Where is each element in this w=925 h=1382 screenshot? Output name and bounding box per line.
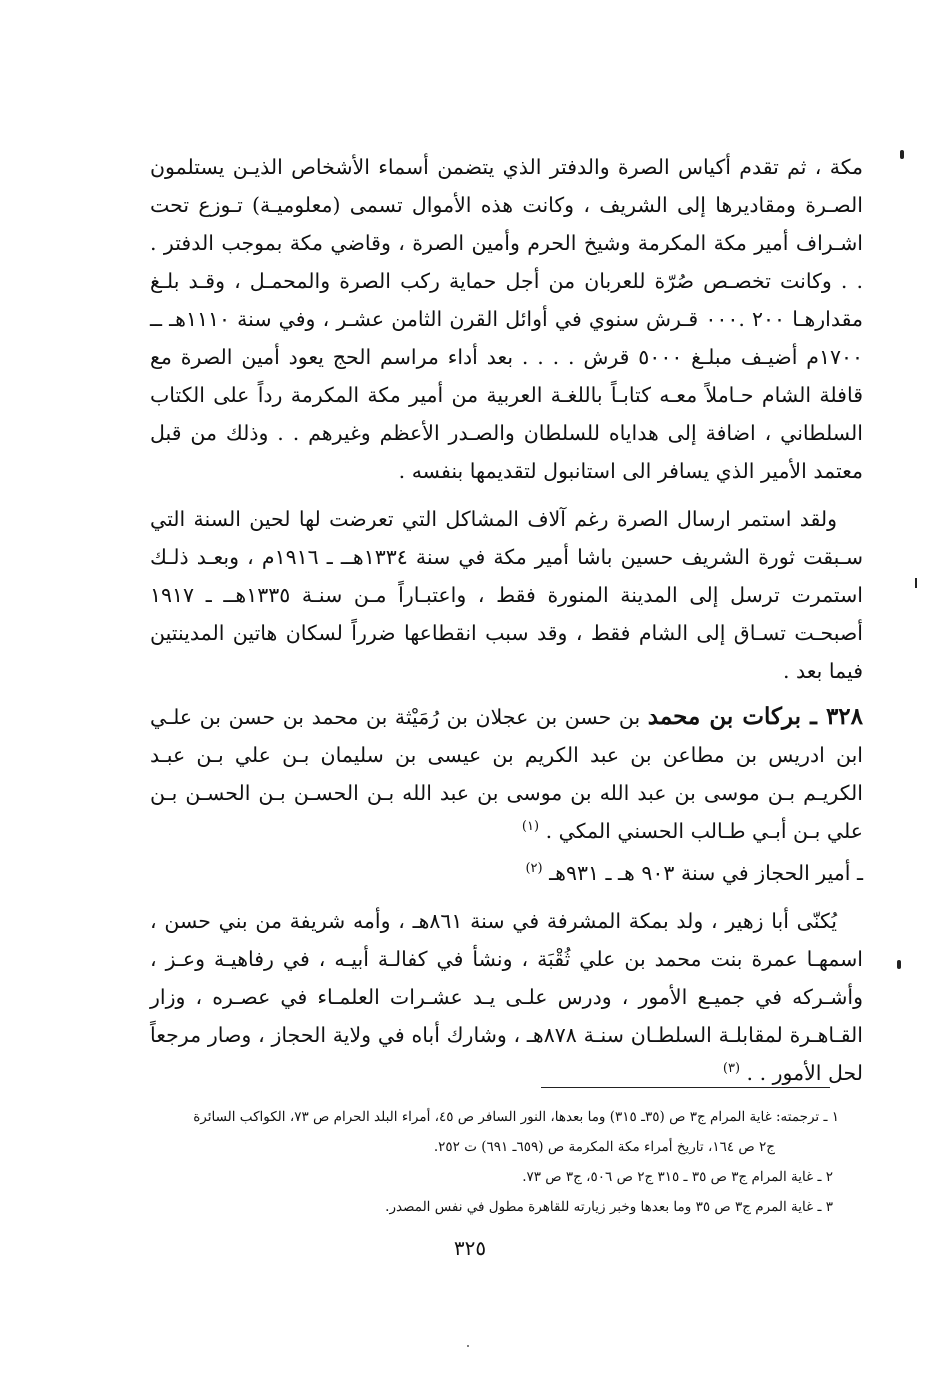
footnote-2: ٢ ـ غاية المرام ج٣ ص ٣٥ ـ ٣١٥ ج٢ ص ٥٠٦، ج٣ ص ٧٣. bbox=[522, 1169, 833, 1185]
entry-lineage: بن حسن بن عجلان بن رُمَيْثة بن محمد بن حسن بن علـي ابن ادريس بن مطاعن بن عبد الكريم بن عيسى بن سليمان بـن علي بـن عبـد الكريـم بـن موسى بن عبد الله بن موسى بن عبد الله بـن الحسـن بـن الحسـن بـن علي بـن أبـي طـالب الحسني المكي . bbox=[150, 705, 863, 843]
margin-mark bbox=[915, 578, 917, 588]
footnote-ref-1[interactable]: (١) bbox=[521, 819, 540, 835]
page-number: ٣٢٥ bbox=[453, 1236, 487, 1260]
biography-text: يُكنّى أبا زهير ، ولد بمكة المشرفة في سنة ٨٦١هـ ، وأمه شريفة من بني حسن ، اسمهـا عمرة بنت محمد بن علي ثُقْبَة ، ونشأ في كفالـة أبيـه ، في رفاهيـة وعـز ، وأشـركه في جميـع الأمور ، ودرس علـى يـد عشـرات العلمـاء في عصـره ، وزار القـاهـرة لمقابلـة السلطـان سنـة ٨٧٨هـ ، وشارك أباه في ولاية الحجاز ، وصار مرجعاً لحل الأمور . . bbox=[150, 909, 863, 1085]
entry-title: ٣٢٨ ـ بركات بن محمد bbox=[647, 703, 863, 730]
paragraph-biography bbox=[150, 902, 863, 1092]
biography-entry-heading bbox=[150, 698, 863, 850]
margin-mark bbox=[900, 150, 904, 159]
paragraph-sorra-distribution: مكة ، ثم تقدم أكياس الصرة والدفتر الذي يتضمن أسماء الأشخاص الذيـن يستلمون الصـرة ومقاديرها إلى الشريف ، وكانت هذه الأموال تسمى (معلوميـة) تـوزع تحت اشـراف أمير مكة المكرمة وشيخ الحرم وأمين الصرة ، وقاضي مكة بموجب الدفتر . . . وكانت تخصـص صُرّة للعربان من أجل حماية ركب الصرة والمحمـل ، وقـد بلـغ مقدارهـا ٢٠٠ .٠٠٠ قـرش سنوي في أوائل القرن الثامن عشـر ، وفي سنة ١١١٠هـ ــ ١٧٠٠م أضيـف مبلـغ ٥٠٠٠ قرش . . . . بعد أداء مراسم الحج يعود أمين الصرة مع قافلة الشام حـاملاً معـه كتابـاً باللغـة العربية من أمير مكة المكرمة رداً على الكتاب السلطاني ، اضافة إلى هداياه للسلطان والصـدر الأعظم وغيرهم . . وذلك من قبل معتمد الأمير الذي يسافر الى استانبول لتقديمها بنفسه . bbox=[150, 155, 863, 483]
footnote-separator bbox=[541, 1087, 830, 1088]
footnote-3: ٣ ـ غاية المرم ج٣ ص ٣٥ وما بعدها وخبر زيارته للقاهرة مطول في نفس المصدر. bbox=[385, 1199, 833, 1215]
entry-office bbox=[150, 854, 863, 892]
footnotes bbox=[140, 1102, 839, 1222]
main-text bbox=[150, 148, 863, 1092]
footnote-1: ١ ـ ترجمته: غاية المرام ج٣ ص (٣٥ـ ٣١٥) وما بعدها، النور السافر ص ٤٥، أمراء البلد الحرام ص ٧٣، الكواكب السائرة bbox=[193, 1109, 839, 1125]
paragraph-sorra-continuation: ولقد استمر ارسال الصرة رغم آلاف المشاكل التي تعرضت لها لحين السنة التي سـبقت ثورة الشريف حسين باشا أمير مكة في سنة ١٣٣٤هــ ـ ١٩١٦م ، وبعـد ذلـك استمرت ترسل إلى المدينة المنورة فقط ، واعتبـاراً مـن سنـة ١٣٣٥هــ ـ ١٩١٧ أصبحـت تسـاق إلى الشام فقط ، وقد سبب انقطاعها ضرراً لسكان هاتين المدينتين فيما بعد . bbox=[150, 507, 863, 683]
footnote-ref-3[interactable]: (٣) bbox=[722, 1061, 741, 1077]
margin-mark bbox=[897, 960, 901, 969]
entry-office-text: ـ أمير الحجاز في سنة ٩٠٣ هـ ـ ٩٣١هـ bbox=[549, 861, 863, 885]
footnote-1-continued: ج٢ ص ١٦٤، تاريخ أمراء مكة المكرمة ص (٦٥٩ـ ٦٩١) ت ٢٥٢. bbox=[433, 1139, 775, 1155]
speck bbox=[467, 1345, 469, 1347]
footnote-ref-2[interactable]: (٢) bbox=[525, 861, 543, 877]
